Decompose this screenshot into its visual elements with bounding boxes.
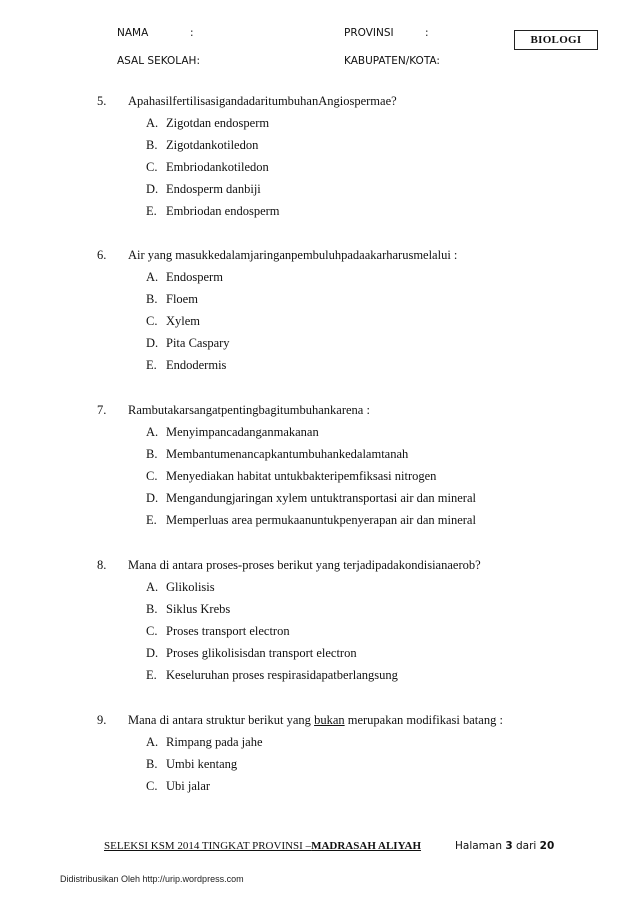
option-letter: E. bbox=[146, 668, 157, 682]
option-letter: D. bbox=[146, 182, 159, 196]
option bbox=[0, 160, 638, 176]
option-text: Memperluas area permukaanuntukpenyerapan air dan mineral bbox=[166, 513, 476, 527]
question-number: 5. bbox=[97, 94, 107, 108]
option-text: Zigotdankotiledon bbox=[166, 138, 259, 152]
option-text: Pita Caspary bbox=[166, 336, 230, 350]
question-text: ApahasilfertilisasigandadaritumbuhanAngiospermae? bbox=[128, 94, 397, 108]
option-text: Xylem bbox=[166, 314, 201, 328]
question-text-before: Mana di antara struktur berikut yang bbox=[128, 713, 315, 727]
option-letter: D. bbox=[146, 336, 159, 350]
option-text: Ubi jalar bbox=[166, 779, 211, 793]
asal-sekolah-label: ASAL SEKOLAH: bbox=[117, 55, 200, 67]
option bbox=[0, 358, 638, 374]
page-prefix: Halaman bbox=[455, 840, 506, 852]
distribution-note: Didistribusikan Oleh http://urip.wordpress.com bbox=[60, 874, 244, 884]
option bbox=[0, 469, 638, 485]
option-text: Proses glikolisisdan transport electron bbox=[166, 646, 357, 660]
option-text: Rimpang pada jahe bbox=[166, 735, 263, 749]
nama-colon: : bbox=[190, 27, 194, 39]
nama-label: NAMA bbox=[117, 27, 149, 39]
option bbox=[0, 491, 638, 507]
option-text: Floem bbox=[166, 292, 198, 306]
option-text: Glikolisis bbox=[166, 580, 215, 594]
option-text: Menyimpancadanganmakanan bbox=[166, 425, 319, 439]
option-text: Umbi kentang bbox=[166, 757, 238, 771]
option bbox=[0, 204, 638, 220]
option-letter: E. bbox=[146, 204, 157, 218]
option-text: Membantumenancapkantumbuhankedalamtanah bbox=[166, 447, 409, 461]
page-total: 20 bbox=[539, 840, 555, 852]
question-text: Air yang masukkedalamjaringanpembuluhpadaakarharusmelalui : bbox=[128, 248, 458, 262]
option bbox=[0, 314, 638, 330]
option bbox=[0, 580, 638, 596]
option-letter: A. bbox=[146, 270, 159, 284]
option bbox=[0, 513, 638, 529]
question-text-after: merupakan modifikasi batang : bbox=[344, 713, 503, 727]
subject-box bbox=[514, 30, 598, 50]
option-text: Siklus Krebs bbox=[166, 602, 231, 616]
option bbox=[0, 757, 638, 773]
option-letter: C. bbox=[146, 469, 158, 483]
question-text-underlined: bukan bbox=[314, 713, 345, 727]
question-text: Rambutakarsangatpentingbagitumbuhankarena : bbox=[128, 403, 370, 417]
option-letter: B. bbox=[146, 602, 158, 616]
question-text bbox=[128, 713, 503, 728]
option-text: Mengandungjaringan xylem untuktransportasi air dan mineral bbox=[166, 491, 476, 505]
option bbox=[0, 336, 638, 352]
page-indicator bbox=[455, 840, 554, 852]
option bbox=[0, 182, 638, 198]
option-text: Endosperm bbox=[166, 270, 223, 284]
question-number: 8. bbox=[97, 558, 107, 572]
option-text: Endodermis bbox=[166, 358, 227, 372]
kabupaten-kota-label: KABUPATEN/KOTA: bbox=[344, 55, 440, 67]
provinsi-label: PROVINSI bbox=[344, 27, 394, 39]
subject-label: BIOLOGI bbox=[530, 34, 582, 46]
option-text: Embriodan endosperm bbox=[166, 204, 280, 218]
option-text: Proses transport electron bbox=[166, 624, 290, 638]
option-letter: C. bbox=[146, 160, 158, 174]
option-text: Zigotdan endosperm bbox=[166, 116, 270, 130]
option-letter: B. bbox=[146, 447, 158, 461]
option-letter: E. bbox=[146, 358, 157, 372]
option bbox=[0, 116, 638, 132]
footer-title-bold: MADRASAH ALIYAH bbox=[311, 840, 422, 852]
footer-title-text: SELEKSI KSM 2014 TINGKAT PROVINSI – bbox=[104, 840, 312, 852]
option-letter: A. bbox=[146, 425, 159, 439]
option bbox=[0, 138, 638, 154]
option bbox=[0, 646, 638, 662]
option bbox=[0, 624, 638, 640]
question-text: Mana di antara proses-proses berikut yang terjadipadakondisianaerob? bbox=[128, 558, 481, 572]
option-letter: A. bbox=[146, 735, 159, 749]
option-letter: B. bbox=[146, 292, 158, 306]
option bbox=[0, 292, 638, 308]
option bbox=[0, 735, 638, 751]
footer-title bbox=[104, 840, 421, 852]
option-letter: D. bbox=[146, 491, 159, 505]
option-letter: E. bbox=[146, 513, 157, 527]
option bbox=[0, 602, 638, 618]
option-letter: C. bbox=[146, 624, 158, 638]
option-letter: A. bbox=[146, 116, 159, 130]
option-letter: B. bbox=[146, 757, 158, 771]
option-letter: C. bbox=[146, 314, 158, 328]
question-number: 6. bbox=[97, 248, 107, 262]
option-text: Endosperm danbiji bbox=[166, 182, 261, 196]
option-letter: B. bbox=[146, 138, 158, 152]
option-letter: D. bbox=[146, 646, 159, 660]
page-number: 3 bbox=[505, 840, 513, 852]
option-text: Menyediakan habitat untukbakteripemfiksasi nitrogen bbox=[166, 469, 437, 483]
option bbox=[0, 668, 638, 684]
option bbox=[0, 270, 638, 286]
option bbox=[0, 425, 638, 441]
question-number: 9. bbox=[97, 713, 107, 727]
provinsi-colon: : bbox=[425, 27, 429, 39]
option-text: Keseluruhan proses respirasidapatberlangsung bbox=[166, 668, 398, 682]
option bbox=[0, 447, 638, 463]
question-number: 7. bbox=[97, 403, 107, 417]
option-letter: C. bbox=[146, 779, 158, 793]
option-letter: A. bbox=[146, 580, 159, 594]
option-text: Embriodankotiledon bbox=[166, 160, 269, 174]
option bbox=[0, 779, 638, 795]
page-mid: dari bbox=[512, 840, 540, 852]
